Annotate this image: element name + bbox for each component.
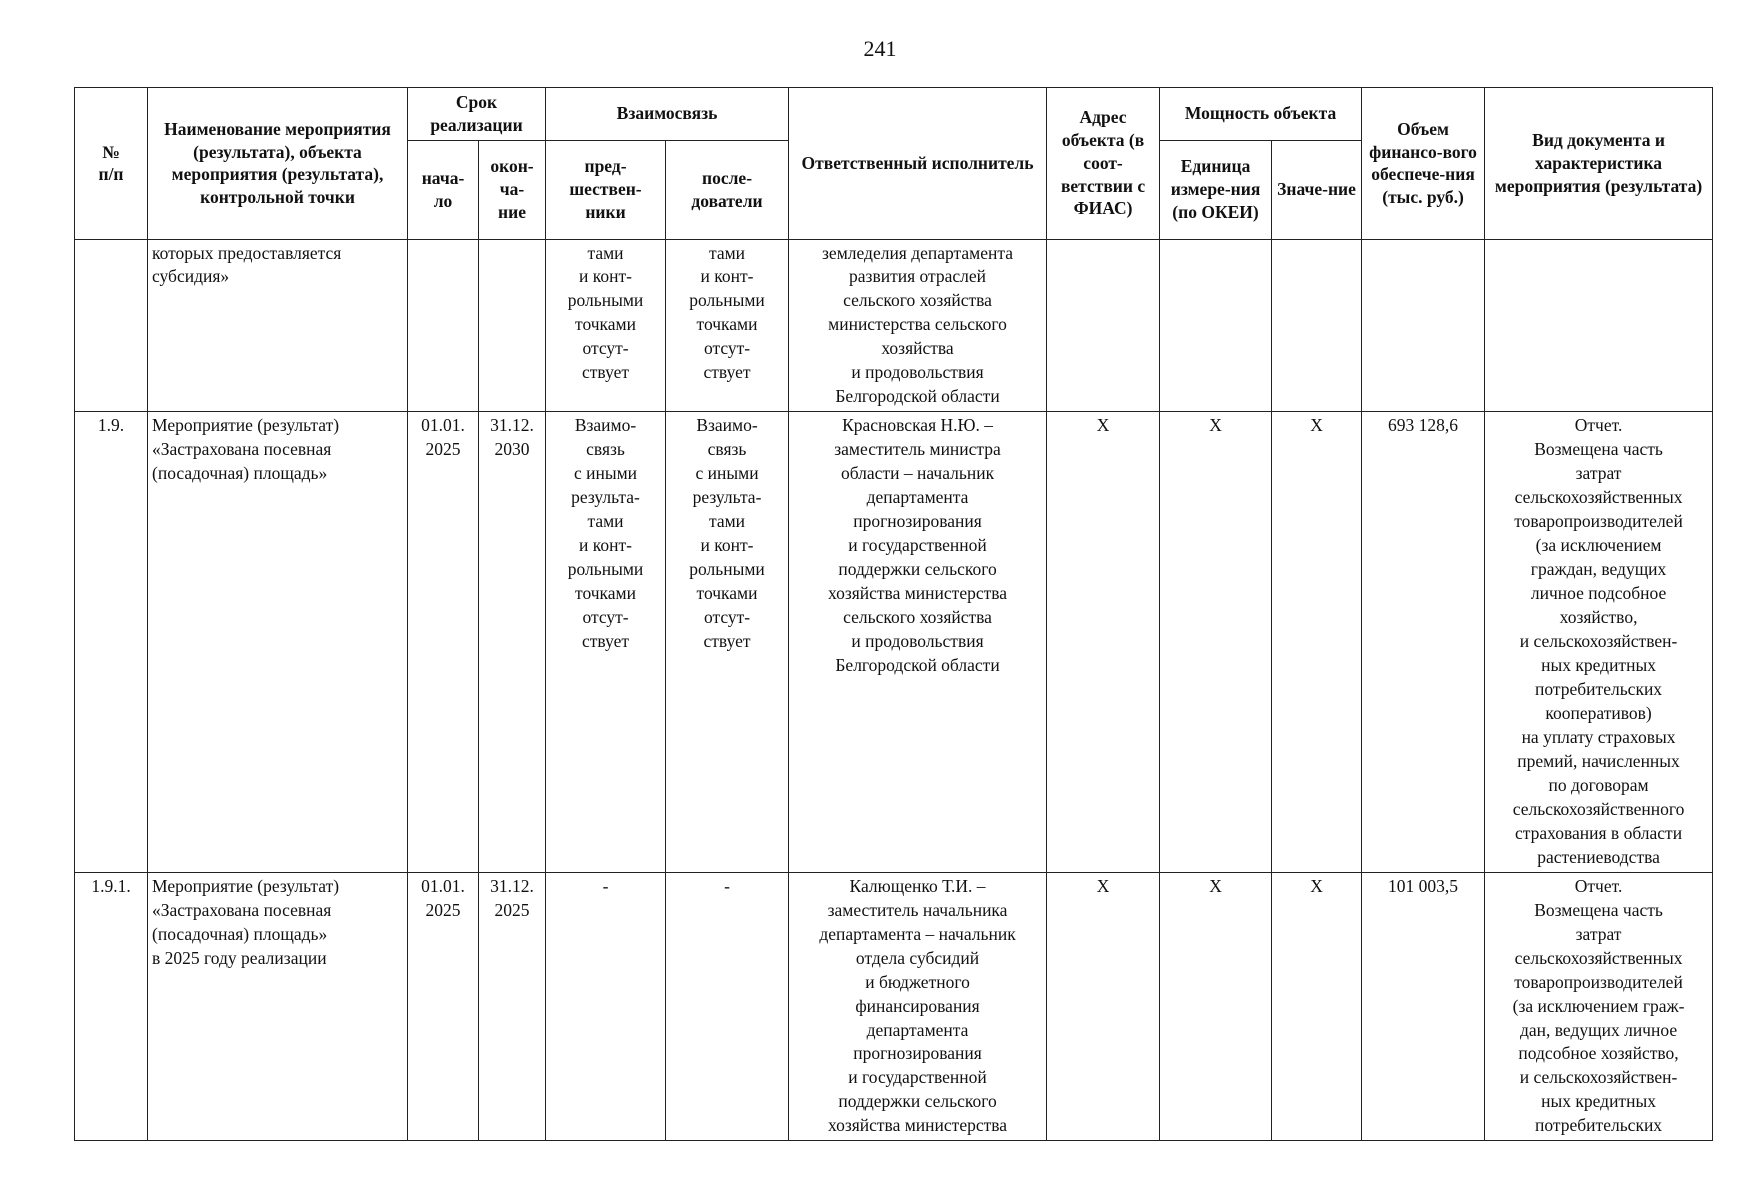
cell-value: Х — [1272, 872, 1362, 1141]
cell-start: 01.01. 2025 — [408, 872, 479, 1141]
cell-address: Х — [1047, 412, 1160, 872]
cell-prev: Взаимо- связь с иными результа- тами и конт- рольными точками отсут- ствует — [546, 412, 666, 872]
cell-unit — [1160, 239, 1272, 412]
cell-prev: тами и конт- рольными точками отсут- ствует — [546, 239, 666, 412]
header-finance: Объем финансо-вого обеспече-ния (тыс. руб.) — [1362, 88, 1485, 240]
page-number: 241 — [863, 36, 897, 61]
cell-doc: Отчет. Возмещена часть затрат сельскохозяйственных товаропроизводителей (за исключением граж- дан, ведущих личное подсобное хозяйство, и сельскохозяйствен- ных кредитных потребительских — [1485, 872, 1713, 1141]
cell-name: Мероприятие (результат) «Застрахована посевная (посадочная) площадь» — [148, 412, 408, 872]
cell-value — [1272, 239, 1362, 412]
header-name: Наименование мероприятия (результата), объекта мероприятия (результата), контрольной точки — [148, 88, 408, 240]
cell-end — [479, 239, 546, 412]
cell-next: - — [666, 872, 789, 1141]
cell-responsible: Красновская Н.Ю. – заместитель министра области – начальник департамента прогнозирования и государственной поддержки сельского хозяйства министерства сельского хозяйства и продовольствия Белгородской области — [789, 412, 1047, 872]
cell-finance: 693 128,6 — [1362, 412, 1485, 872]
cell-responsible: земледелия департамента развития отраслей сельского хозяйства министерства сельского хозяйства и продовольствия Белгородской области — [789, 239, 1047, 412]
header-unit: Единица измере-ния (по ОКЕИ) — [1160, 140, 1272, 239]
cell-next: Взаимо- связь с иными результа- тами и конт- рольными точками отсут- ствует — [666, 412, 789, 872]
cell-name: Мероприятие (результат) «Застрахована посевная (посадочная) площадь» в 2025 году реализации — [148, 872, 408, 1141]
cell-address: Х — [1047, 872, 1160, 1141]
cell-next: тами и конт- рольными точками отсут- ствует — [666, 239, 789, 412]
table-row — [75, 412, 1713, 872]
cell-num: 1.9.1. — [75, 872, 148, 1141]
header-term-start: нача- ло — [408, 140, 479, 239]
table-row — [75, 872, 1713, 1141]
cell-responsible: Калющенко Т.И. – заместитель начальника департамента – начальник отдела субсидий и бюджетного финансирования департамента прогнозирования и государственной поддержки сельского хозяйства министерства — [789, 872, 1047, 1141]
cell-doc — [1485, 239, 1713, 412]
cell-num: 1.9. — [75, 412, 148, 872]
header-link: Взаимосвязь — [546, 88, 789, 141]
measures-table — [74, 87, 1713, 1141]
header-responsible: Ответственный исполнитель — [789, 88, 1047, 240]
cell-unit: Х — [1160, 412, 1272, 872]
header-link-prev: пред- шествен- ники — [546, 140, 666, 239]
cell-start: 01.01. 2025 — [408, 412, 479, 872]
cell-num — [75, 239, 148, 412]
cell-name: которых предоставляется субсидия» — [148, 239, 408, 412]
cell-end: 31.12. 2030 — [479, 412, 546, 872]
cell-finance — [1362, 239, 1485, 412]
header-num: № п/п — [75, 88, 148, 240]
cell-address — [1047, 239, 1160, 412]
table-row — [75, 239, 1713, 412]
header-doc-type: Вид документа и характеристика мероприятия (результата) — [1485, 88, 1713, 240]
header-value: Значе-ние — [1272, 140, 1362, 239]
cell-value: Х — [1272, 412, 1362, 872]
cell-prev: - — [546, 872, 666, 1141]
cell-start — [408, 239, 479, 412]
header-address: Адрес объекта (в соот-ветствии с ФИАС) — [1047, 88, 1160, 240]
cell-doc: Отчет. Возмещена часть затрат сельскохозяйственных товаропроизводителей (за исключением граждан, ведущих личное подсобное хозяйство, и сельскохозяйствен- ных кредитных потребительских кооперативов) на уплату страховых премий, начисленных по договорам сельскохозяйственного страхования в области растениеводства — [1485, 412, 1713, 872]
header-term: Срок реализации — [408, 88, 546, 141]
header-capacity: Мощность объекта — [1160, 88, 1362, 141]
cell-unit: Х — [1160, 872, 1272, 1141]
header-term-end: окон- ча- ние — [479, 140, 546, 239]
cell-end: 31.12. 2025 — [479, 872, 546, 1141]
cell-finance: 101 003,5 — [1362, 872, 1485, 1141]
header-link-next: после- дователи — [666, 140, 789, 239]
